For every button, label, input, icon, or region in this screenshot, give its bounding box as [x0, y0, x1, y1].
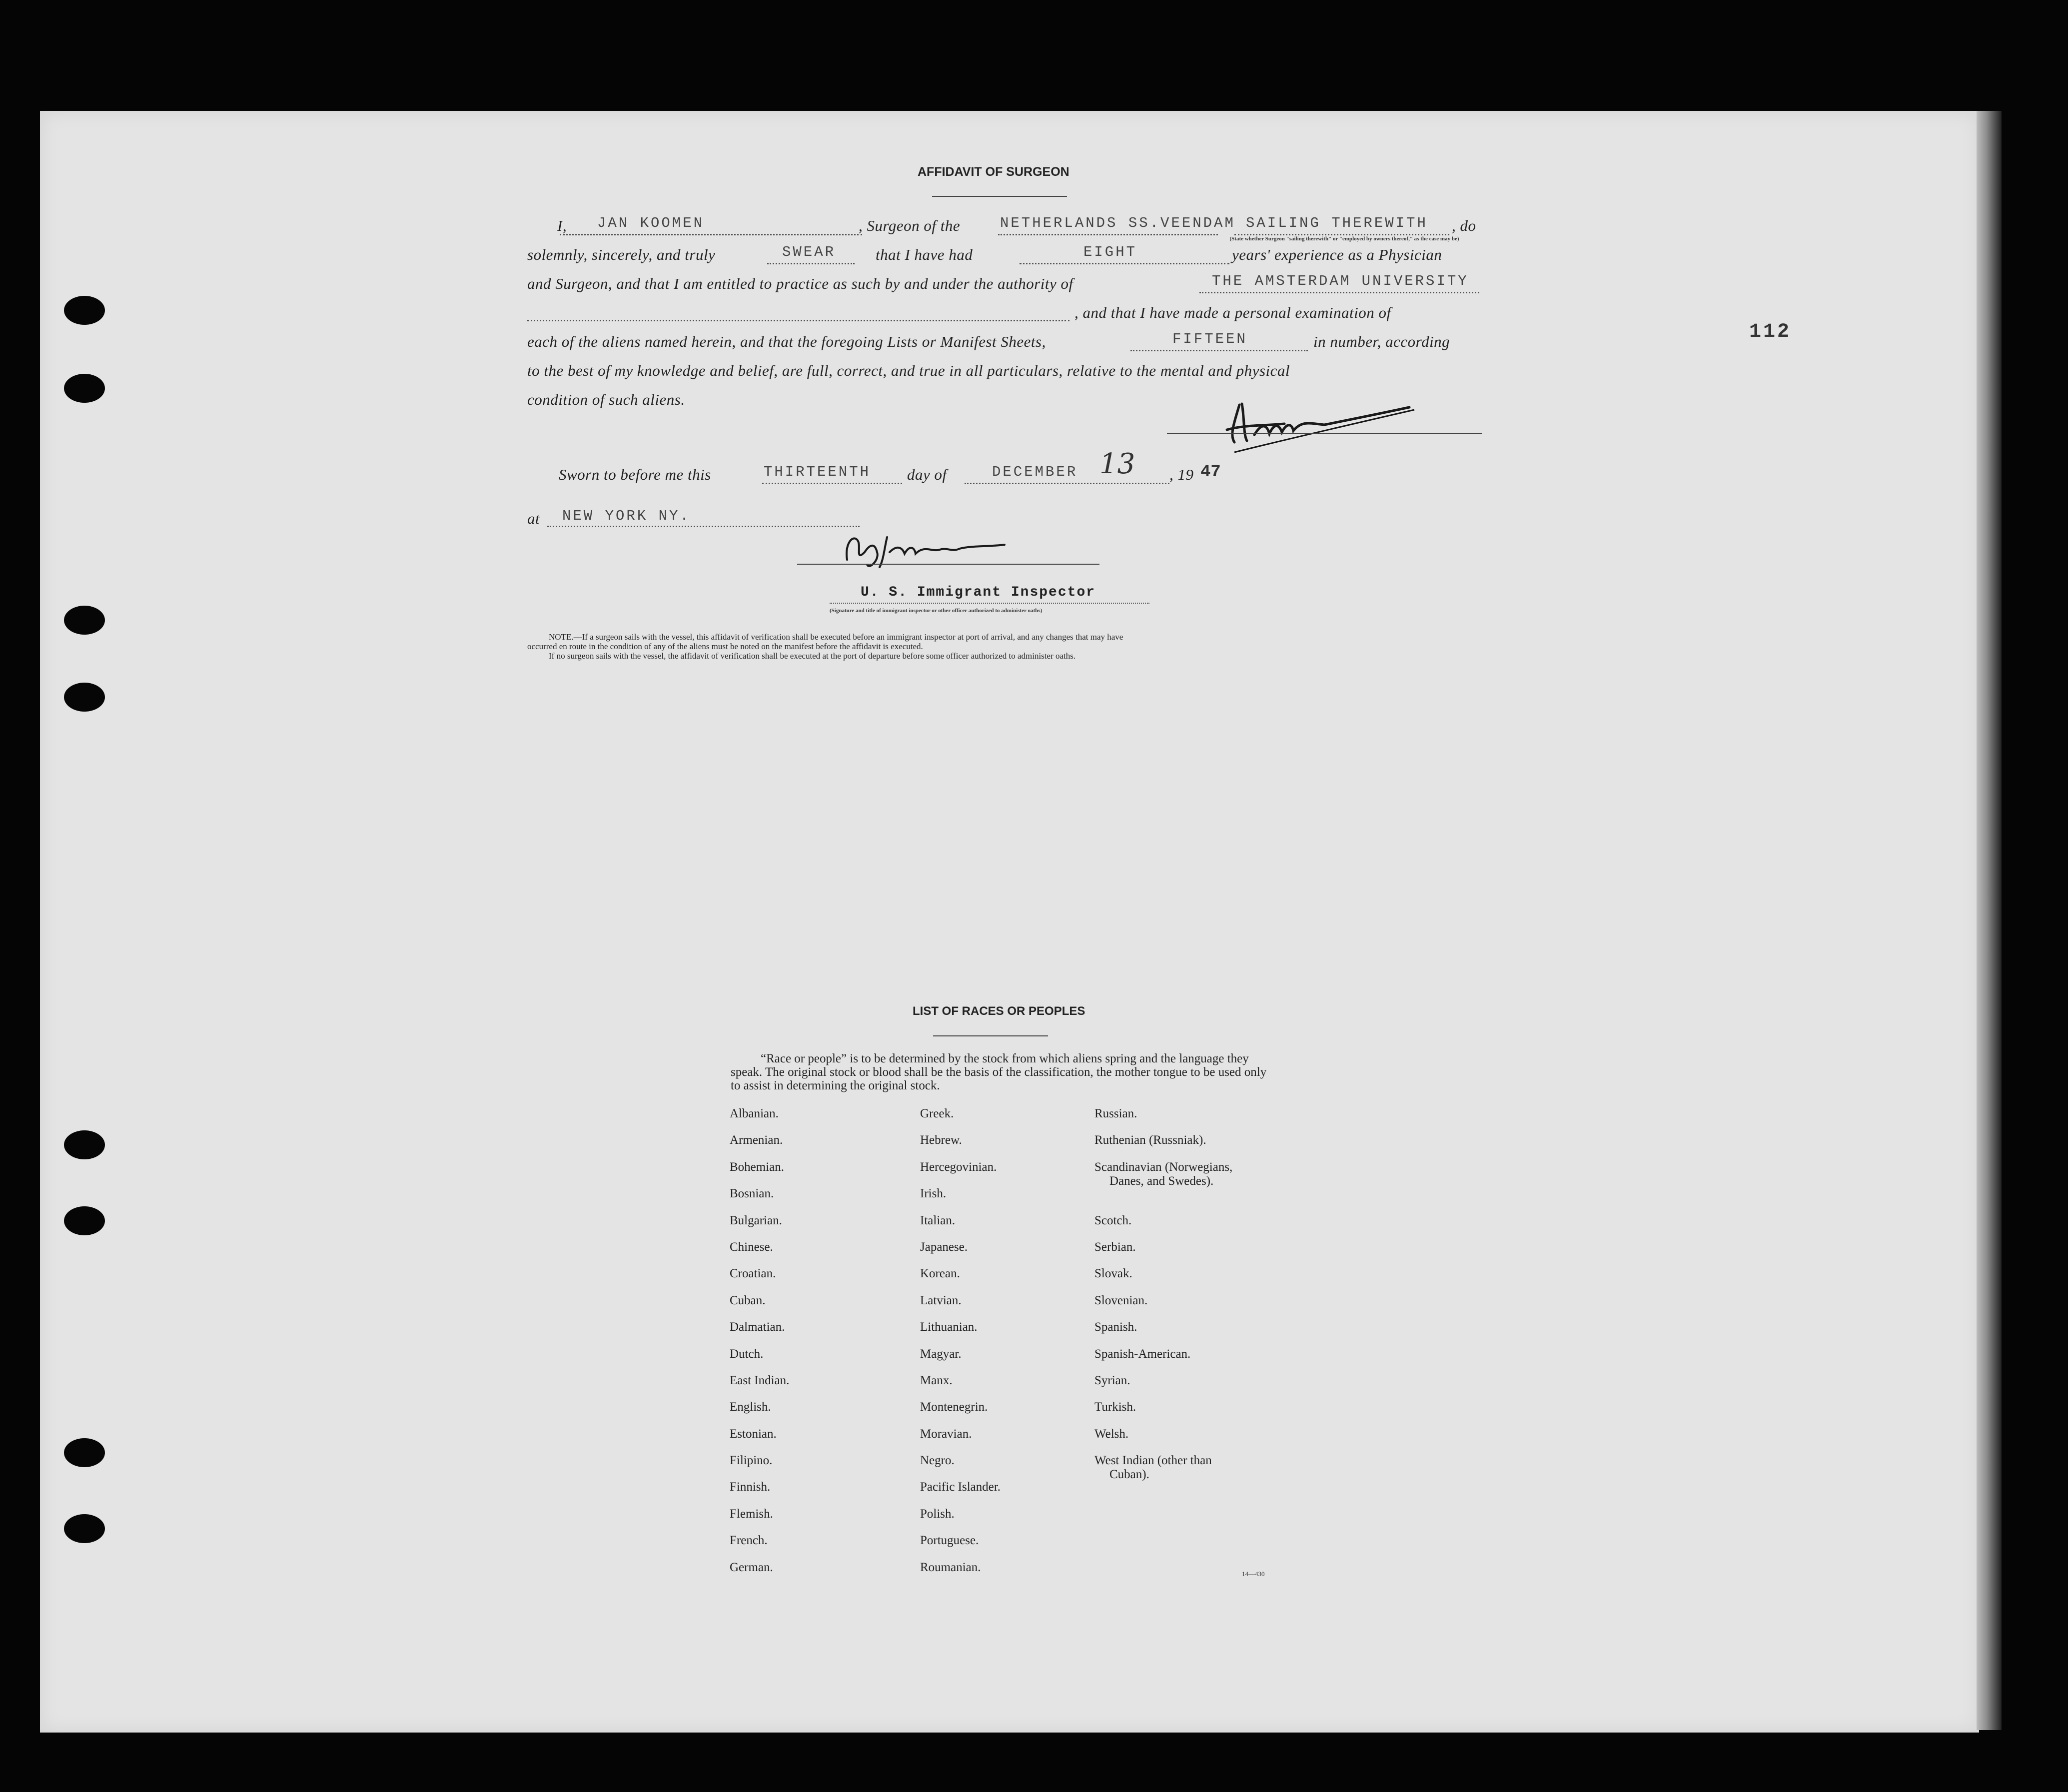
race-item: Japanese. — [920, 1240, 968, 1254]
oath-value: SWEAR — [782, 244, 836, 260]
affidavit-title: AFFIDAVIT OF SURGEON — [918, 165, 1069, 179]
status-line — [1234, 234, 1449, 235]
race-item: East Indian. — [730, 1373, 790, 1387]
race-item: Serbian. — [1094, 1240, 1136, 1254]
races-title-underline — [933, 1035, 1048, 1036]
race-item: Bosnian. — [730, 1187, 774, 1201]
oath-line — [767, 263, 855, 264]
race-item: Cuban). — [1109, 1468, 1149, 1482]
sworn-month-value: DECEMBER — [992, 464, 1078, 480]
status-caption: (State whether Surgeon "sailing therewith" or "employed by owners thereof," as the case may be) — [1229, 236, 1459, 242]
line7: condition of such aliens. — [527, 391, 685, 408]
line3-prefix: and Surgeon, and that I am entitled to practice as such by and under the authority of — [527, 275, 1073, 292]
race-item: Finnish. — [730, 1480, 771, 1494]
race-item: Korean. — [920, 1267, 960, 1281]
sworn-day-line — [762, 483, 902, 484]
race-item: Bohemian. — [730, 1160, 785, 1174]
inspector-signature-line — [797, 564, 1099, 565]
surgeon-signature-line — [1167, 433, 1482, 434]
sheets-line — [1130, 350, 1308, 351]
race-item: Hebrew. — [920, 1133, 962, 1147]
race-item: Hercegovinian. — [920, 1160, 997, 1174]
line2-suffix: years' experience as a Physician — [1232, 246, 1442, 263]
inspector-title-line — [830, 603, 1149, 604]
race-item: Cuban. — [730, 1293, 766, 1307]
race-item: Polish. — [920, 1507, 955, 1521]
binder-hole — [64, 1130, 105, 1159]
races-column-3 — [1094, 1107, 1304, 1482]
race-item: German. — [730, 1560, 773, 1574]
races-column-1 — [730, 1107, 890, 1587]
line1-suffix: , do — [1452, 217, 1476, 234]
line4-suffix: , and that I have made a personal examination of — [1074, 304, 1391, 321]
note-line-3: If no surgeon sails with the vessel, the affidavit of verification shall be executed at the port of departure before some officer authorized to administer oaths. — [549, 651, 1076, 661]
binder-hole — [64, 1206, 105, 1235]
race-item: French. — [730, 1534, 768, 1548]
sworn-year-prefix: , 19 — [1169, 466, 1194, 483]
race-item: Pacific Islander. — [920, 1480, 1001, 1494]
race-item: Scotch. — [1094, 1213, 1132, 1227]
line1-middle: , Surgeon of the — [859, 217, 961, 234]
place-line — [547, 526, 860, 527]
race-item: Slovak. — [1094, 1267, 1132, 1281]
binder-hole — [64, 296, 105, 325]
race-item: Lithuanian. — [920, 1320, 978, 1334]
race-item: Estonian. — [730, 1427, 777, 1441]
surgeon-name-value: JAN KOOMEN — [597, 215, 705, 231]
binder-hole — [64, 606, 105, 635]
line5-prefix: each of the aliens named herein, and that the foregoing Lists or Manifest Sheets, — [527, 333, 1046, 350]
inspector-caption: (Signature and title of immigrant inspector or other officer authorized to administer oaths) — [830, 608, 1042, 614]
race-item: Greek. — [920, 1107, 954, 1120]
race-item: Portuguese. — [920, 1534, 979, 1548]
line5-suffix: in number, according — [1313, 333, 1450, 350]
page-edge — [1977, 111, 2002, 1730]
note-line-2: occurred en route in the condition of any of the aliens must be noted on the manifest before the affidavit is executed. — [527, 642, 923, 651]
sheets-value: FIFTEEN — [1172, 331, 1247, 347]
race-item: Manx. — [920, 1373, 953, 1387]
race-item: Russian. — [1094, 1107, 1137, 1120]
sworn-prefix: Sworn to before me this — [559, 466, 711, 483]
surgeon-name-line — [560, 234, 862, 235]
sworn-handwritten-day: 13 — [1099, 448, 1135, 480]
line2-prefix: solemnly, sincerely, and truly — [527, 246, 716, 263]
races-column-2 — [920, 1107, 1080, 1587]
race-item: Spanish-American. — [1094, 1347, 1191, 1361]
race-item: Moravian. — [920, 1427, 972, 1441]
race-item: Dalmatian. — [730, 1320, 785, 1334]
form-number: 14—430 — [1242, 1570, 1265, 1578]
race-item: Montenegrin. — [920, 1400, 988, 1414]
authority-value: THE AMSTERDAM UNIVERSITY — [1212, 273, 1469, 289]
race-item: Irish. — [920, 1187, 947, 1201]
title-underline — [932, 196, 1067, 197]
race-item: Armenian. — [730, 1133, 783, 1147]
years-value: EIGHT — [1083, 244, 1137, 260]
race-item: Dutch. — [730, 1347, 764, 1361]
race-item: Filipino. — [730, 1454, 773, 1468]
race-item: Slovenian. — [1094, 1293, 1148, 1307]
vessel-line — [998, 234, 1218, 235]
line2-middle: that I have had — [876, 246, 973, 263]
place-prefix: at — [527, 510, 540, 527]
race-item: Negro. — [920, 1454, 955, 1468]
races-intro: “Race or people” is to be determined by the stock from which aliens spring and the language they speak. The original stock or blood shall be the basis of the classification, the mother tongue to be used only to assist in determining the original stock. — [731, 1052, 1267, 1092]
races-title: LIST OF RACES OR PEOPLES — [913, 1004, 1085, 1018]
race-item: Turkish. — [1094, 1400, 1136, 1414]
race-item: Italian. — [920, 1213, 956, 1227]
race-item: Bulgarian. — [730, 1213, 782, 1227]
sworn-year-value: 47 — [1200, 463, 1221, 482]
race-item: Ruthenian (Russniak). — [1094, 1133, 1206, 1147]
sworn-month-line — [965, 483, 1169, 484]
inspector-signature-graphic — [840, 525, 1010, 575]
authority-line — [1199, 292, 1479, 293]
binder-hole — [64, 374, 105, 403]
sworn-middle: day of — [907, 466, 947, 483]
race-item: English. — [730, 1400, 771, 1414]
binder-hole — [64, 1438, 105, 1467]
race-item: Danes, and Swedes). — [1109, 1174, 1214, 1188]
surgeon-signature-graphic — [1159, 395, 1419, 460]
race-item: Magyar. — [920, 1347, 962, 1361]
race-item: Latvian. — [920, 1293, 962, 1307]
surgeon-status-value: SAILING THEREWITH — [1246, 215, 1428, 231]
race-item: Syrian. — [1094, 1373, 1130, 1387]
race-item: Welsh. — [1094, 1427, 1129, 1441]
race-item: Flemish. — [730, 1507, 773, 1521]
note-line-1: NOTE.—If a surgeon sails with the vessel, this affidavit of verification shall be executed before an immigrant inspector at port of arrival, and any changes that may have — [549, 632, 1123, 642]
vessel-value: NETHERLANDS SS.VEENDAM — [1000, 215, 1235, 231]
inspector-title: U. S. Immigrant Inspector — [861, 585, 1096, 600]
binder-hole — [64, 683, 105, 712]
race-item: West Indian (other than — [1094, 1454, 1212, 1468]
line6: to the best of my knowledge and belief, are full, correct, and true in all particulars, relative to the mental and physical — [527, 362, 1290, 379]
line1-prefix: I, — [557, 217, 567, 234]
race-item: Scandinavian (Norwegians, — [1094, 1160, 1233, 1174]
place-value: NEW YORK NY. — [562, 508, 691, 524]
race-item: Croatian. — [730, 1267, 776, 1281]
race-item: Albanian. — [730, 1107, 779, 1120]
race-item: Chinese. — [730, 1240, 773, 1254]
race-item: Spanish. — [1094, 1320, 1137, 1334]
sworn-day-value: THIRTEENTH — [764, 464, 871, 480]
race-item: Roumanian. — [920, 1560, 981, 1574]
binder-hole — [64, 1514, 105, 1543]
page-number: 112 — [1749, 321, 1792, 343]
authority-continued-line — [527, 320, 1069, 321]
years-line — [1020, 263, 1229, 264]
